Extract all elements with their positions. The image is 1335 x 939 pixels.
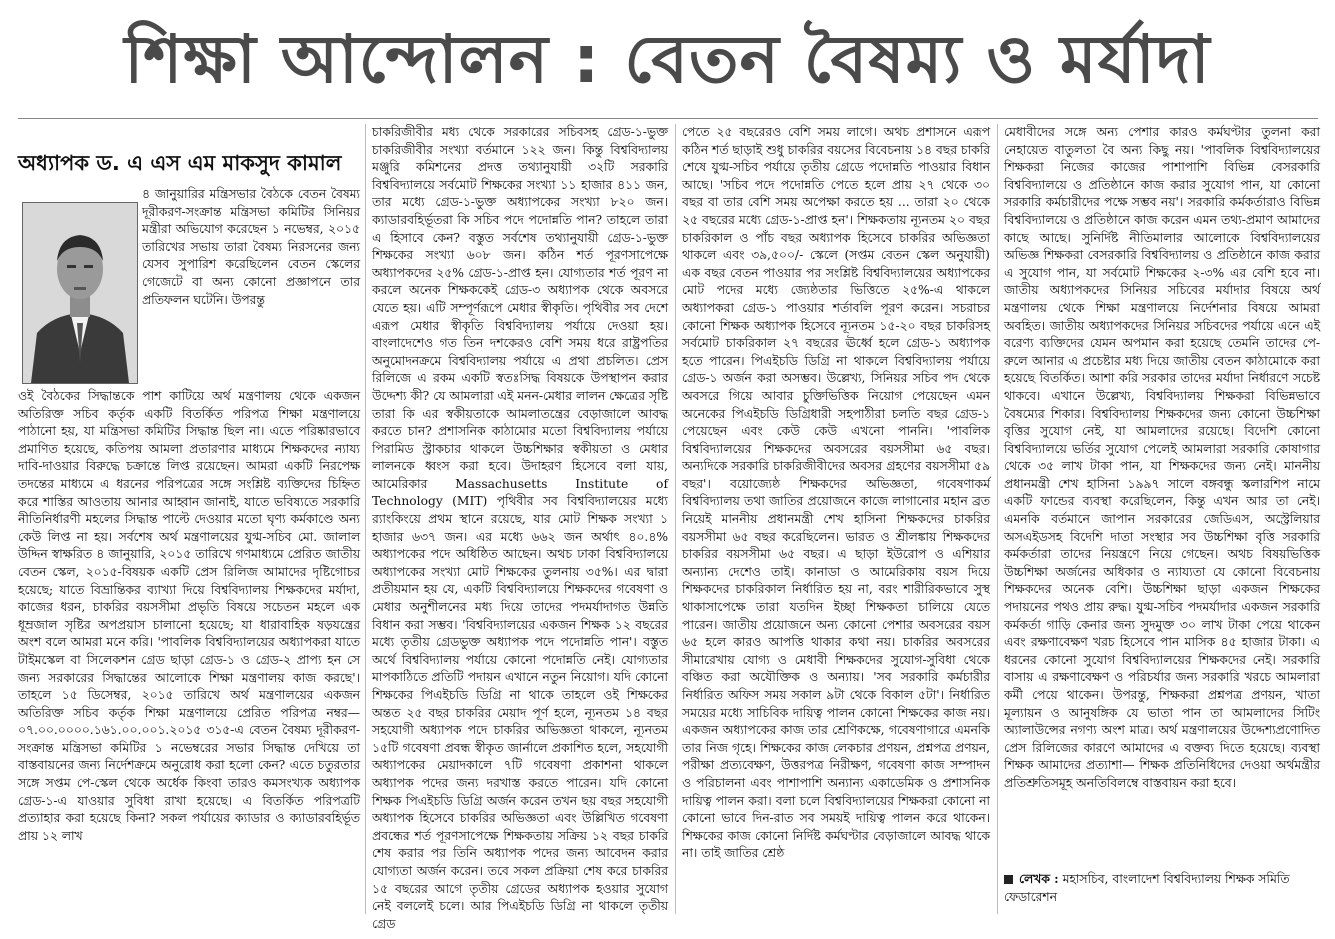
article-headline: শিক্ষা আন্দোলন : বেতন বৈষম্য ও মর্যাদা (124, 21, 1211, 98)
writer-designation: মহাসচিব, বাংলাদেশ বিশ্ববিদ্যালয় শিক্ষক সমিতি ফেডারেশন (1004, 872, 1290, 904)
column-1-body (18, 388, 360, 914)
column-3-text: পেতে ২৫ বছরেরও বেশি সময় লাগে। অথচ প্রশাসনে এরূপ কঠিন শর্ত ছাড়াই শুধু চাকরির বয়সের বিবেচনায় ১৪ বছর চাকরি শেষে যুগ্ম-সচিব পর্যায়ে তৃতীয় গ্রেডে পদোন্নতি পাওয়ার বিধান আছে। 'সচিব পদে পদোন্নতি পেতে হলে প্রায় ২৭ থেকে ৩০ বছর বা তার বেশি সময় অপেক্ষা করতে হয় ... তারা ২০ থেকে ২৫ বছরের মধ্যে গ্রেড-১-প্রাপ্ত হন'। শিক্ষকতায় ন্যূনতম ২০ বছর চাকরিকাল ও পাঁচ বছর অধ্যাপক হিসেবে চাকরির অভিজ্ঞতা থাকলে এবং ৩৯,৫০০/- স্কেলে (সপ্তম বেতন স্কেল অনুযায়ী) এক বছর বেতন পাওয়ার পর সংশ্লিষ্ট বিশ্ববিদ্যালয়ের অধ্যাপকের মোট পদের মধ্যে জ্যেষ্ঠতার ভিত্তিতে ২৫%-এ থাকলে অধ্যাপকরা গ্রেড-১ পাওয়ার শর্তাবলি পূরণ করেন। সচরাচর কোনো শিক্ষক অধ্যাপক হিসেবে ন্যূনতম ১৫-২০ বছর চাকরিসহ সর্বমোট চাকরিকাল ২৭ বছরের ঊর্ধ্বে হলে গ্রেড-১ অধ্যাপক হতে পারেন। পিএইচডি ডিগ্রি না থাকলে বিশ্ববিদ্যালয় পর্যায়ে গ্রেড-১ অর্জন করা অসম্ভব। উল্লেখ্য, সিনিয়র সচিব পদ থেকে অবসরে গিয়ে আবার চুক্তিভিত্তিক নিয়োগ পেয়েছেন এমন অনেকের পিএইচডি ডিগ্রিধারী সহপাঠীরা চলতি বছর গ্রেড-১ পেয়েছেন এবং কেউ কেউ এখনো পাননি। 'পাবলিক বিশ্ববিদ্যালয়ের শিক্ষকদের অবসরের বয়সসীমা ৬৫ বছর। অন্যদিকে সরকারি চাকরিজীবীদের অবসর গ্রহণের বয়সসীমা ৫৯ বছর'। বয়োজ্যেষ্ঠ শিক্ষকদের অভিজ্ঞতা, গবেষণাকর্ম বিশ্ববিদ্যালয় তথা জাতির প্রয়োজনে কাজে লাগানোর মহান ব্রত নিয়েই মাননীয় প্রধানমন্ত্রী শেখ হাসিনা শিক্ষকদের চাকরির বয়সসীমা ৬৫ বছর করেছিলেন। ভারত ও শ্রীলঙ্কায় শিক্ষকদের চাকরির বয়সসীমা ৬৫ বছর। এ ছাড়া ইউরোপ ও এশিয়ার অন্যান্য দেশেও তাই। কানাডা ও আমেরিকায় বয়স দিয়ে শিক্ষকদের চাকরিকাল নির্ধারিত হয় না, বরং শারীরিকভাবে সুস্থ থাকাসাপেক্ষে তারা যতদিন ইচ্ছা শিক্ষকতা চালিয়ে যেতে পারেন। জাতীয় প্রয়োজনে অন্য কোনো পেশার অবসরের বয়স ৬৫ হলে কারও আপত্তি থাকার কথা নয়। চাকরির অবসরের সীমারেখায় যোগ্য ও মেধাবী শিক্ষকদের সুযোগ-সুবিধা থেকে বঞ্চিত করা অযৌক্তিক ও অন্যায়। 'সব সরকারি কর্মচারীর নির্ধারিত অফিস সময় সকাল ৯টা থেকে বিকাল ৫টা'। নির্ধারিত সময়ের মধ্যে সাচিবিক দায়িত্ব পালন কোনো শিক্ষকের কাজ নয়। একজন অধ্যাপকের কাজ তার শ্রেণিকক্ষে, গবেষণাগারে এমনকি তার নিজ গৃহে। শিক্ষকের কাজ লেকচার প্রণয়ন, প্রশ্নপত্র প্রণয়ন, পরীক্ষা প্রত্যবেক্ষণ, উত্তরপত্র নিরীক্ষণ, গবেষণা কাজ সম্পাদন ও পরিচালনা এবং পাশাপাশি অন্যান্য একাডেমিক ও প্রশাসনিক দায়িত্ব পালন করা। বলা চলে বিশ্ববিদ্যালয়ের শিক্ষকরা কোনো না কোনো ভাবে দিন-রাত সব সময়ই দায়িত্ব পালন করে থাকেন। শিক্ষকের কাজ কোনো নির্দিষ্ট কর্মঘণ্টার বেড়াজালে আবদ্ধ থাকে না। তাই জাতির শ্রেষ্ঠ (682, 125, 990, 861)
column-1-intro (142, 186, 360, 388)
column-3 (682, 124, 990, 914)
column-1-body-text: ওই বৈঠকের সিদ্ধান্তকে পাশ কাটিয়ে অর্থ মন্ত্রণালয় থেকে একজন অতিরিক্ত সচিব কর্তৃক একটি বিতর্কিত পরিপত্র শিক্ষা মন্ত্রণালয়ে পাঠানো হয়, যা মন্ত্রিসভা কমিটির সিদ্ধান্ত ছিল না। এতে পরিষ্কারভাবে প্রমাণিত হয়েছে, কতিপয় আমলা প্রতারণার মাধ্যমে শিক্ষকদের ন্যায্য দাবি-দাওয়ার বিরুদ্ধে চক্রান্তে লিপ্ত রয়েছেন। আমরা একটি নিরপেক্ষ তদন্তের মাধ্যমে এ ধরনের পরিপত্রের সঙ্গে সংশ্লিষ্ট ব্যক্তিদের চিহ্নিত করে শাস্তির আওতায় আনার আহ্বান জানাই, যাতে ভবিষ্যতে সরকারি নীতিনির্ধারণী মহলের সিদ্ধান্ত পাল্টে দেওয়ার মতো ঘৃণ্য কর্মকাণ্ডে অন্য কেউ লিপ্ত না হয়। সর্বশেষ অর্থ মন্ত্রণালয়ের যুগ্ম-সচিব মো. জালাল উদ্দিন স্বাক্ষরিত ৪ জানুয়ারি, ২০১৫ তারিখে গণমাধ্যমে প্রেরিত জাতীয় বেতন স্কেল, ২০১৫-বিষয়ক একটি প্রেস রিলিজ আমাদের দৃষ্টিগোচর হয়েছে; যাতে বিভ্রান্তিকর ব্যাখ্যা দিয়ে বিশ্ববিদ্যালয় শিক্ষকদের মর্যাদা, কাজের ধরন, চাকরির বয়সসীমা প্রভৃতি বিষয়ে সচেতন মহলে এক ধূম্রজাল সৃষ্টির অপপ্রয়াস চালানো হয়েছে; যা ধারাবাহিক ষড়যন্ত্রের অংশ বলে আমরা মনে করি। 'পাবলিক বিশ্ববিদ্যালয়ের অধ্যাপকরা যাতে টাইমস্কেল বা সিলেকশন গ্রেড ছাড়া গ্রেড-১ ও গ্রেড-২ প্রাপ্য হন সে জন্য সরকারের সিদ্ধান্তের আলোকে শিক্ষা মন্ত্রণালয় কাজ করছে'। তাহলে ১৫ ডিসেম্বর, ২০১৫ তারিখে অর্থ মন্ত্রণালয়ের একজন অতিরিক্ত সচিব কর্তৃক শিক্ষা মন্ত্রণালয়ে প্রেরিত পরিপত্র নম্বর— ০৭.০০.০০০০.১৬১.০০.০০১.২০১৫ ৩১৫-এ বেতন বৈষম্য দূরীকরণ-সংক্রান্ত মন্ত্রিসভা কমিটির ১ নভেম্বরের সভার সিদ্ধান্ত দেখিয়ে তা বাস্তবায়নের জন্য নির্দেশক্রমে অনুরোধ করা হলো কেন? এতে চতুরতার সঙ্গে সপ্তম পে-স্কেল থেকে অর্ধেক কিংবা তারও কমসংখ্যক অধ্যাপক গ্রেড-১-এ যাওয়ার সুবিধা রাখা হয়েছে। এ বিতর্কিত পরিপত্রটি প্রত্যাহার করা হয়েছে কিনা? সকল পর্যায়ের ক্যাডার ও ক্যাডারবহির্ভূত প্রায় ১২ লাখ (18, 389, 360, 843)
column-2 (372, 124, 668, 931)
writer-note (1004, 870, 1320, 914)
column-divider (997, 124, 998, 914)
column-4 (1004, 124, 1320, 864)
author-portrait-image (23, 203, 137, 383)
author-byline: অধ্যাপক ড. এ এস এম মাকসুদ কামাল (18, 151, 342, 175)
headline-rule (18, 118, 1318, 119)
column-1-intro-text: ৪ জানুয়ারির মন্ত্রিসভার বৈঠকে বেতন বৈষম্য দূরীকরণ-সংক্রান্ত মন্ত্রিসভা কমিটির সিনিয়র মন্ত্রীরা অভিযোগ করেছেন ১ নভেম্বর, ২০১৫ তারিখের সভায় তারা বৈষম্য নিরসনের জন্য যেসব সুপারিশ করেছিলেন বেতন স্কেলের গেজেটে বা অন্য কোনো প্রজ্ঞাপনে তার প্রতিফলন ঘটেনি। উপরন্তু (142, 187, 360, 307)
column-4-text: মেধাবীদের সঙ্গে অন্য পেশার কারও কর্মঘণ্টার তুলনা করা নেহায়েত বাতুলতা বৈ অন্য কিছু নয়। 'পাবলিক বিশ্ববিদ্যালয়ের শিক্ষকরা নিজের কাজের পাশাপাশি বিভিন্ন বেসরকারি বিশ্ববিদ্যালয়ে ও প্রতিষ্ঠানে কাজ করার সুযোগ পান, যা কোনো সরকারি কর্মচারীদের পক্ষে সম্ভব নয়'। সরকারি কর্মকর্তারাও বিভিন্ন বিশ্ববিদ্যালয়ে ও প্রতিষ্ঠানে কাজ করেন এমন তথ্য-প্রমাণ আমাদের কাছে আছে। সুনির্দিষ্ট নীতিমালার আলোকে বিশ্ববিদ্যালয়ের অভিজ্ঞ শিক্ষকরা বেসরকারি বিশ্ববিদ্যালয় ও প্রতিষ্ঠানে কাজ করার এ সুযোগ পান, যা সর্বমোট শিক্ষকের ২-৩% এর বেশি হবে না। জাতীয় অধ্যাপকদের সিনিয়র সচিবের মর্যাদার বিষয়ে অর্থ মন্ত্রণালয় থেকে শিক্ষা মন্ত্রণালয়ে নির্দেশনার বিষয়ে আমরা অবহিত। জাতীয় অধ্যাপকদের সিনিয়র সচিবদের পর্যায়ে এনে এই বরেণ্য ব্যক্তিদের যেমন অপমান করা হয়েছে তেমনি তাদের পে-রুলে আনার এ প্রচেষ্টার মধ্য দিয়ে জাতীয় বেতন কাঠামোকে করা হয়েছে বিতর্কিত। আশা করি সরকার তাদের মর্যাদা নির্ধারণে সচেষ্ট থাকবে। এখানে উল্লেখ্য, বিশ্ববিদ্যালয় শিক্ষকরা বিভিন্নভাবে বৈষম্যের শিকার। বিশ্ববিদ্যালয় শিক্ষকদের জন্য কোনো উচ্চশিক্ষা বৃত্তির সুযোগ নেই, যা আমলাদের রয়েছে। বিদেশি কোনো বিশ্ববিদ্যালয়ে ভর্তির সুযোগ পেলেই আমলারা সরকারি কোষাগার থেকে ৩৫ লাখ টাকা পান, যা শিক্ষকদের জন্য নেই। মাননীয় প্রধানমন্ত্রী শেখ হাসিনা ১৯৯৭ সালে বঙ্গবন্ধু স্কলারশিপ নামে একটি ফান্ডের ব্যবস্থা করেছিলেন, কিন্তু এখন আর তা নেই। এমনকি বর্তমানে জাপান সরকারের জেডিএস, অস্ট্রেলিয়ার অসএইডসহ বিদেশি দাতা সংস্থার সব উচ্চশিক্ষা বৃত্তি সরকারি কর্মকর্তারা তাদের নিয়ন্ত্রণে নিয়ে গেছেন। অথচ বিষয়ভিত্তিক উচ্চশিক্ষা অর্জনের অধিকার ও ন্যায্যতা যে কোনো বিবেচনায় শিক্ষকদের অনেক বেশি। উচ্চশিক্ষা ছাড়া একজন শিক্ষকের পদায়নের পথও প্রায় রুদ্ধ। যুগ্ম-সচিব পদমর্যাদার একজন সরকারি কর্মকর্তা গাড়ি কেনার জন্য সুদমুক্ত ৩০ লাখ টাকা পেয়ে থাকেন এবং রক্ষণাবেক্ষণ খরচ হিসেবে পান মাসিক ৪৫ হাজার টাকা। এ ধরনের কোনো সুযোগ বিশ্ববিদ্যালয়ের শিক্ষকদের নেই। সরকারি বাসায় এ রক্ষণাবেক্ষণ ও পরিচর্যার জন্য সরকারি খরচে আমলারা কর্মী পেয়ে থাকেন। উপরন্তু, শিক্ষকরা প্রশ্নপত্র প্রণয়ন, খাতা মূল্যায়ন ও আনুষঙ্গিক যে ভাতা পান তা আমলাদের সিটিং অ্যালাউন্সের নগণ্য অংশ মাত্র। অর্থ মন্ত্রণালয়ের উদ্দেশ্যপ্রণোদিত প্রেস রিলিজের কারণে আমাদের এ বক্তব্য দিতে হয়েছে। ব্যবস্থা শিক্ষক আমাদের প্রত্যাশা— শিক্ষক প্রতিনিধিদের দেওয়া অর্থমন্ত্রীর প্রতিশ্রুতিসমূহ অনতিবিলম্বে বাস্তবায়ন করা হবে। (1004, 125, 1320, 790)
writer-label: লেখক : (1019, 871, 1059, 886)
column-2-text: চাকরিজীবীর মধ্য থেকে সরকারের সচিবসহ গ্রেড-১-ভুক্ত চাকরিজীবীর সংখ্যা বর্তমানে ১২২ জন। কিন্তু বিশ্ববিদ্যালয় মঞ্জুরি কমিশনের প্রদত্ত তথ্যানুযায়ী ৩২টি সরকারি বিশ্ববিদ্যালয়ে সর্বমোট শিক্ষকের সংখ্যা ১১ হাজার ৪১১ জন, তার মধ্যে গ্রেড-১-ভুক্ত অধ্যাপকের সংখ্যা ৮২০ জন। ক্যাডারবহির্ভূতরা কি সচিব পদে পদোন্নতি পান? তাহলে তারা এ হিসাবে কেন? বস্তুত সর্বশেষ তথ্যানুযায়ী গ্রেড-১-ভুক্ত শিক্ষকের সংখ্যা ৬০৮ জন। কঠিন শর্ত পূরণসাপেক্ষে অধ্যাপকদের ২৫% গ্রেড-১-প্রাপ্ত হন। যোগ্যতার শর্ত পূরণ না করলে অনেক শিক্ষককেই গ্রেড-৩ অধ্যাপক থেকে অবসরে যেতে হয়। এটি সম্পূর্ণরূপে মেধার স্বীকৃতি। পৃথিবীর সব দেশে এরূপ মেধার স্বীকৃতি বিশ্ববিদ্যালয় পর্যায়ে দেওয়া হয়। বাংলাদেশেও গত তিন দশকেরও বেশি সময় ধরে রাষ্ট্রপতির অনুমোদনক্রমে বিশ্ববিদ্যালয় পর্যায়ে এ প্রথা প্রচলিত। প্রেস রিলিজে এ রকম একটি স্বতঃসিদ্ধ বিষয়কে উপস্থাপন করার উদ্দেশ্য কী? যে আমলারা এই মনন-মেধার লালন ক্ষেত্রের সৃষ্টি তারা কি এর স্বকীয়তাকে আমলাতন্ত্রের বেড়াজালে আবদ্ধ করতে চান? প্রশাসনিক কাঠামোর মতো বিশ্ববিদ্যালয় পর্যায়ে পিরামিড স্ট্রাকচার থাকলে উচ্চশিক্ষার স্বকীয়তা ও মেধার লালনকে ধ্বংস করা হবে। উদাহরণ হিসেবে বলা যায়, আমেরিকার Massachusetts Institute of Technology (MIT) পৃথিবীর সব বিশ্ববিদ্যালয়ের মধ্যে র‍্যাংকিংয়ে প্রথম স্থানে রয়েছে, যার মোট শিক্ষক সংখ্যা ১ হাজার ৬৩৭ জন। এর মধ্যে ৬৬২ জন অর্থাৎ ৪০.৪% অধ্যাপকের পদে অধিষ্ঠিত আছেন। অথচ ঢাকা বিশ্ববিদ্যালয়ে অধ্যাপকের সংখ্যা মোট শিক্ষকের তুলনায় ৩৫%। এর দ্বারা প্রতীয়মান হয় যে, একটি বিশ্ববিদ্যালয়ে শিক্ষকদের গবেষণা ও মেধার অনুশীলনের মধ্য দিয়ে তাদের পদমর্যাদাগত উন্নতি বিধান করা সম্ভব। 'বিশ্ববিদ্যালয়ের একজন শিক্ষক ১২ বছরের মধ্যে তৃতীয় গ্রেডভুক্ত অধ্যাপক পদে পদোন্নতি পান'। বস্তুত অর্থে বিশ্ববিদ্যালয় পর্যায়ে কোনো পদোন্নতি নেই। যোগ্যতার মাপকাঠিতে প্রতিটি পদায়ন এখানে নতুন নিয়োগ। যদি কোনো শিক্ষকের পিএইচডি ডিগ্রি না থাকে তাহলে ওই শিক্ষকের অন্তত ২৫ বছর চাকরির মেয়াদ পূর্ণ হলে, ন্যূনতম ১৪ বছর সহযোগী অধ্যাপক পদে চাকরির অভিজ্ঞতা থাকলে, ন্যূনতম ১৫টি গবেষণা প্রবন্ধ স্বীকৃত জার্নালে প্রকাশিত হলে, সহযোগী অধ্যাপকের মেয়াদকালে ৭টি গবেষণা প্রকাশনা থাকলে অধ্যাপক পদের জন্য দরখাস্ত করতে পারেন। যদি কোনো শিক্ষক পিএইচডি ডিগ্রি অর্জন করেন তখন ছয় বছর সহযোগী অধ্যাপক হিসেবে চাকরির অভিজ্ঞতা এবং উল্লিখিত গবেষণা প্রবন্ধের শর্ত পূরণসাপেক্ষে শিক্ষকতায় সক্রিয় ১২ বছর চাকরি শেষ করার পর তিনি অধ্যাপক পদের জন্য আবেদন করার যোগ্যতা অর্জন করেন। তবে সকল প্রক্রিয়া শেষ করে চাকরির ১৫ বছরের আগে তৃতীয় গ্রেডের অধ্যাপক হওয়ার সুযোগ নেই বললেই চলে। আর পিএইচডি ডিগ্রি না থাকলে তৃতীয় গ্রেড (372, 125, 668, 931)
column-divider (365, 124, 366, 914)
column-divider (675, 124, 676, 914)
author-photo (22, 202, 138, 384)
square-bullet-icon (1004, 875, 1013, 884)
